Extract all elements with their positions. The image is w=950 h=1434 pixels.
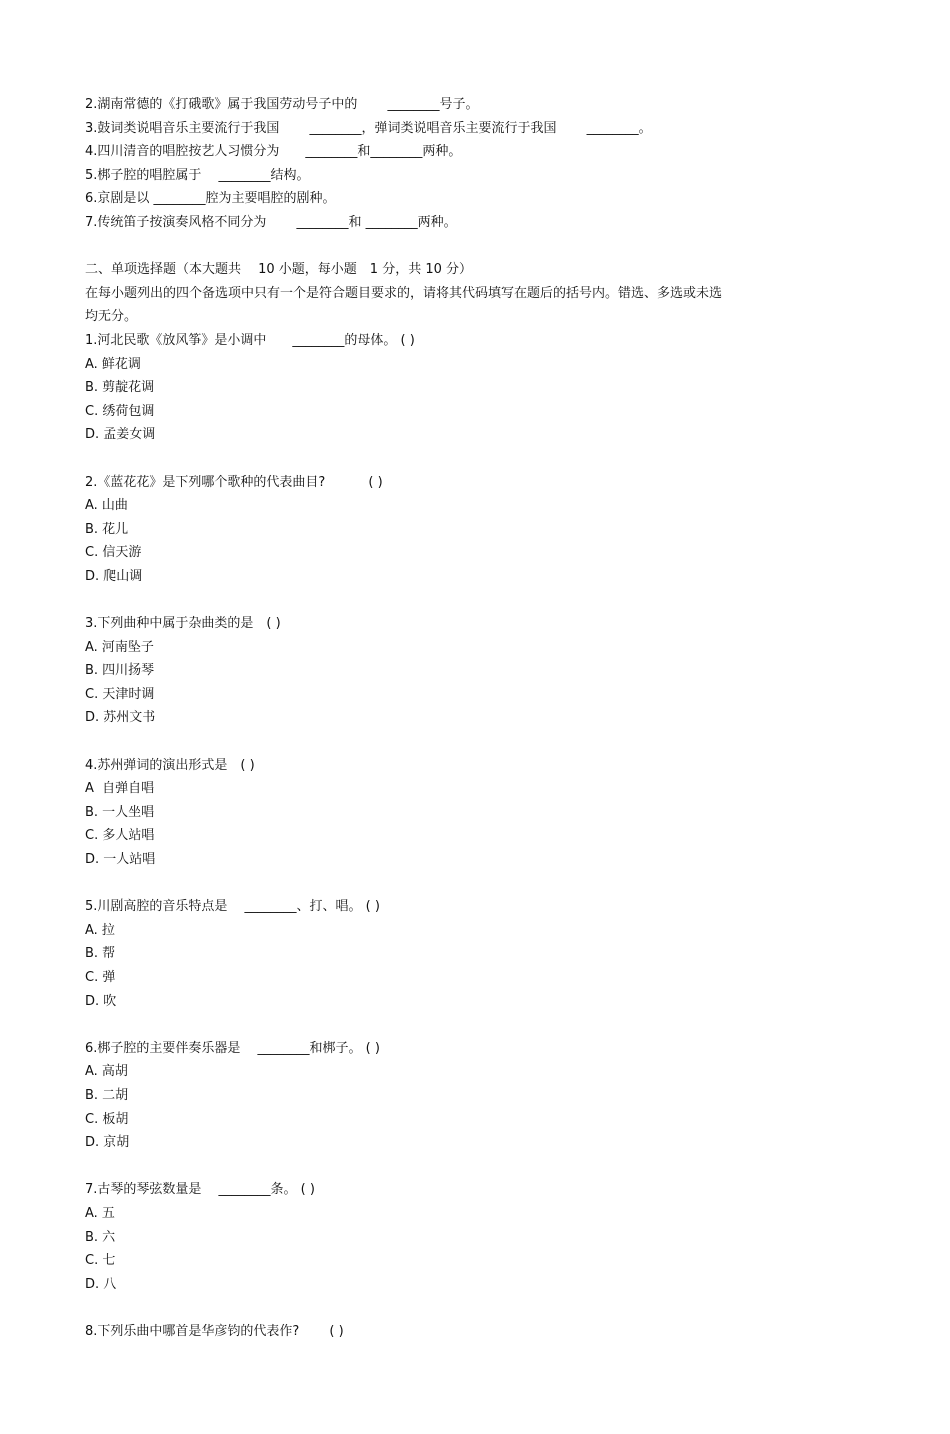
fill-blank-item: 6.京剧是以 ________腔为主要唱腔的剧种。	[85, 191, 336, 207]
option: D. 爬山调	[85, 568, 143, 584]
fill-blank-item: 5.梆子腔的唱腔属于 ________结构。	[85, 167, 310, 183]
question-text: 5.川剧高腔的音乐特点是 ________、打、唱。 ( )	[85, 899, 380, 915]
option: B. 六	[85, 1229, 116, 1245]
option: A. 拉	[85, 922, 115, 938]
option: C. 天津时调	[85, 686, 155, 702]
option: D. 孟姜女调	[85, 427, 156, 443]
option: B. 花儿	[85, 521, 129, 537]
question-text: 6.梆子腔的主要伴奏乐器是 ________和梆子。 ( )	[85, 1040, 380, 1056]
option: C. 多人站唱	[85, 828, 155, 844]
question-2	[85, 471, 805, 589]
option: D. 京胡	[85, 1135, 130, 1151]
option: A. 鲜花调	[85, 356, 141, 372]
section-instruction: 在每小题列出的四个备选项中只有一个是符合题目要求的，请将其代码填写在题后的括号内。错选、多选或未选	[85, 285, 723, 301]
option: B. 二胡	[85, 1087, 129, 1103]
option: B. 帮	[85, 946, 116, 962]
question-text: 8.下列乐曲中哪首是华彦钧的代表作? ( )	[85, 1323, 344, 1339]
option: A. 河南坠子	[85, 639, 154, 655]
option: A. 高胡	[85, 1064, 128, 1080]
question-text: 3.下列曲种中属于杂曲类的是 ( )	[85, 616, 281, 632]
option: B. 剪靛花调	[85, 380, 155, 396]
option: D. 苏州文书	[85, 710, 156, 726]
question-1	[85, 329, 805, 447]
question-text: 2.《蓝花花》是下列哪个歌种的代表曲目? ( )	[85, 474, 383, 490]
option: C. 绣荷包调	[85, 403, 155, 419]
fill-blank-section	[85, 93, 805, 235]
question-5	[85, 895, 805, 1013]
question-text: 4.苏州弹词的演出形式是 ( )	[85, 757, 255, 773]
question-4	[85, 754, 805, 872]
option: B. 一人坐唱	[85, 804, 155, 820]
fill-blank-item: 7.传统笛子按演奏风格不同分为 ________和 ________两种。	[85, 214, 457, 230]
fill-blank-item: 3.鼓词类说唱音乐主要流行于我国 ________，弹词类说唱音乐主要流行于我国 ________。	[85, 120, 652, 136]
question-6	[85, 1037, 805, 1155]
option: A 自弹自唱	[85, 781, 155, 797]
exam-page	[85, 93, 805, 1343]
option: A. 山曲	[85, 498, 128, 514]
question-8	[85, 1320, 805, 1344]
section-heading: 二、单项选择题（本大题共 10 小题，每小题 1 分，共 10 分）	[85, 262, 473, 278]
question-7	[85, 1178, 805, 1296]
question-text: 1.河北民歌《放风筝》是小调中 ________的母体。 ( )	[85, 332, 415, 348]
fill-blank-item: 4.四川清音的唱腔按艺人习惯分为 ________和________两种。	[85, 144, 462, 160]
option: C. 弹	[85, 969, 116, 985]
question-text: 7.古琴的琴弦数量是 ________条。 ( )	[85, 1182, 315, 1198]
option: D. 八	[85, 1276, 117, 1292]
question-3	[85, 612, 805, 730]
option: D. 吹	[85, 993, 117, 1009]
fill-blank-item: 2.湖南常德的《打硪歌》属于我国劳动号子中的 ________号子。	[85, 97, 479, 112]
option: C. 板胡	[85, 1111, 129, 1127]
option: C. 七	[85, 1253, 116, 1269]
choice-section	[85, 258, 805, 1343]
option: B. 四川扬琴	[85, 663, 155, 679]
section-instruction-cont: 均无分。	[85, 309, 138, 325]
option: D. 一人站唱	[85, 852, 156, 867]
option: A. 五	[85, 1205, 115, 1221]
option: C. 信天游	[85, 545, 142, 561]
